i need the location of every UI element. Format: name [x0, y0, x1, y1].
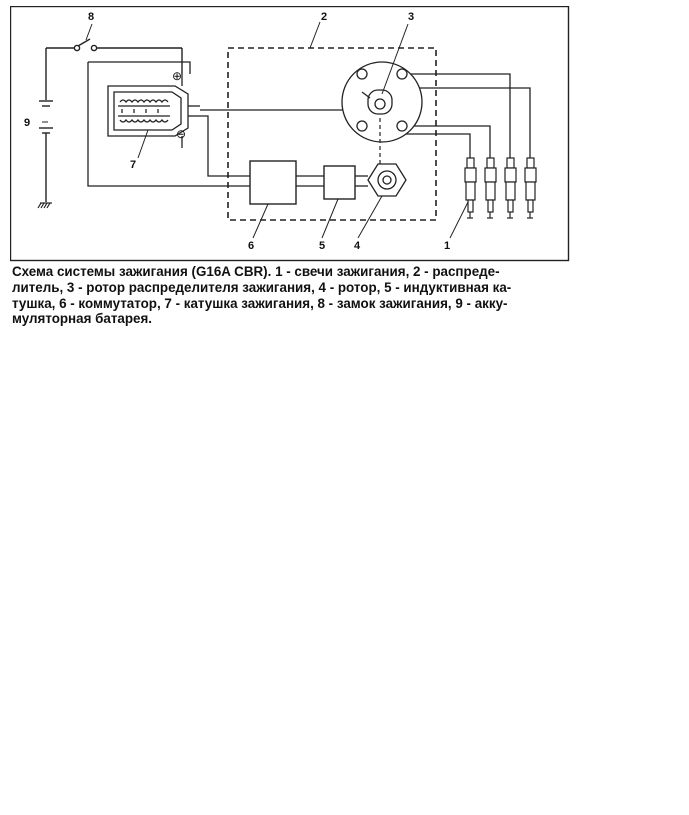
- label-spark-plugs: 1: [444, 240, 451, 252]
- wiring: [88, 62, 530, 186]
- battery: [39, 48, 53, 202]
- minus-terminal-symbol: ⊖: [176, 127, 187, 141]
- label-commutator: 6: [248, 240, 255, 252]
- caption-line: Схема системы зажигания (G16A CBR). 1 - свечи зажигания, 2 - распреде-: [12, 264, 500, 279]
- spark-plug: [505, 158, 516, 218]
- caption-line: тушка, 6 - коммутатор, 7 - катушка зажигания, 8 - замок зажигания, 9 - акку-: [12, 295, 508, 311]
- spark-plugs: [465, 158, 536, 218]
- label-ignition-coil: 7: [130, 159, 137, 171]
- label-ignition-switch: 8: [88, 11, 95, 23]
- rotor: [368, 164, 406, 196]
- caption-line: литель, 3 - ротор распределителя зажигания, 4 - ротор, 5 - индуктивная ка-: [12, 279, 512, 295]
- commutator-box: [250, 161, 296, 204]
- distributor-cap: [342, 62, 422, 142]
- ignition-system-diagram: [10, 6, 570, 262]
- caption-line: муляторная батарея.: [12, 311, 153, 327]
- spark-plug: [525, 158, 536, 218]
- inductive-coil-box: [324, 166, 355, 199]
- plus-terminal-symbol: ⊕: [172, 69, 183, 83]
- figure-caption: [12, 264, 572, 327]
- label-distributor-rotor: 3: [408, 11, 415, 23]
- label-rotor: 4: [354, 240, 361, 252]
- spark-plug: [465, 158, 476, 218]
- ignition-switch: [46, 39, 182, 74]
- label-battery: 9: [24, 117, 31, 129]
- label-inductive-coil: 5: [319, 240, 326, 252]
- ignition-coil: [108, 74, 200, 148]
- spark-plug: [485, 158, 496, 218]
- ground-symbol: [38, 203, 52, 208]
- diagram-frame: [11, 7, 569, 261]
- label-distributor: 2: [321, 11, 328, 23]
